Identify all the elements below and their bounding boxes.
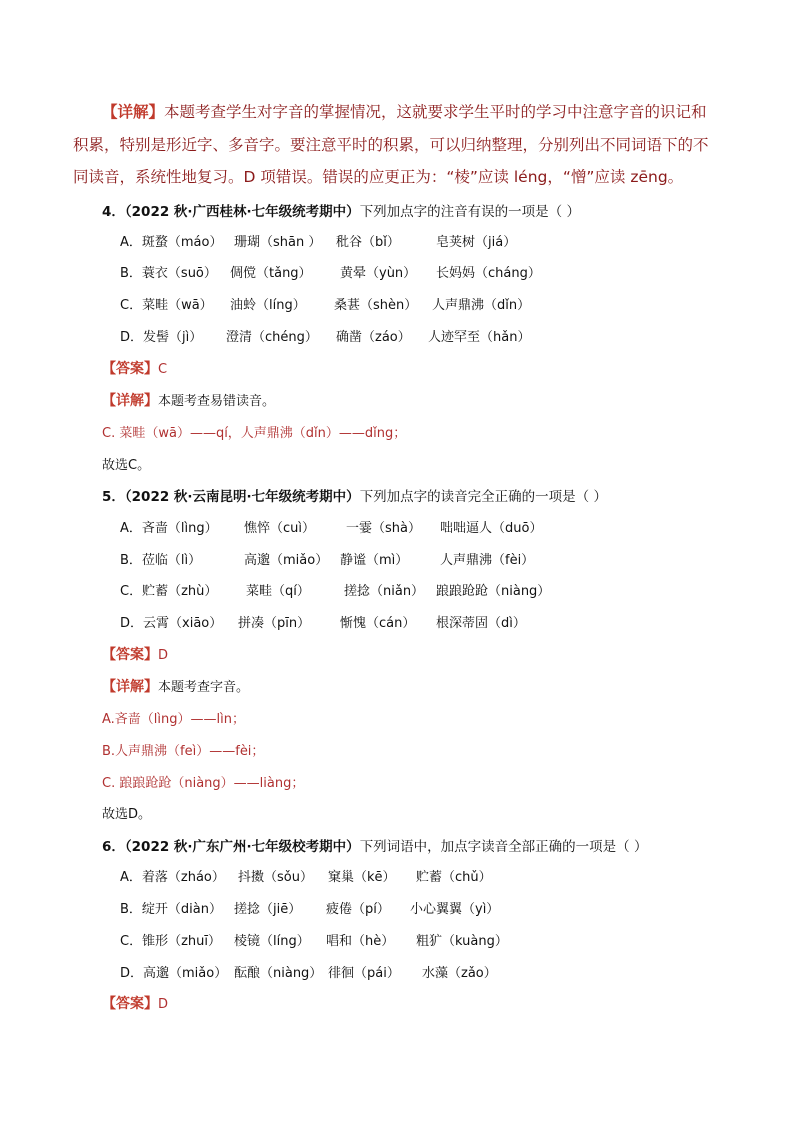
option-6c-3: 唱和（hè） — [326, 934, 395, 949]
conclusion-4: 故选C。 — [102, 458, 151, 473]
option-6c-2: 棱镜（líng） — [234, 934, 310, 949]
option-4a-3: 秕谷（bǐ） — [336, 235, 400, 250]
option-4b-2: 倜傥（tǎng） — [230, 266, 312, 281]
option-6b-4: 小心翼翼（yì） — [410, 902, 500, 917]
option-5a-4: 咄咄逼人（duō） — [440, 521, 543, 536]
option-5b-1: B．莅临（lì） — [120, 553, 202, 568]
option-5a-2: 憔悴（cuì） — [244, 521, 315, 536]
option-4b-4: 长妈妈（cháng） — [436, 266, 541, 281]
detail-tag: 【详解】 — [102, 103, 165, 121]
option-5d-1: D．云霄（xiāo） — [120, 616, 223, 631]
option-4a-4: 皂荚树（jiá） — [436, 235, 517, 250]
option-6a-3: 窠巢（kē） — [328, 870, 396, 885]
detail-line-1-text: 本题考查学生对字音的掌握情况，这就要求学生平时的学习中注意字音的识记和 — [164, 103, 707, 121]
detail-5-line-1: A.吝啬（lìng）——lìn； — [102, 712, 245, 727]
detail-text: 本题考查字音。 — [158, 680, 250, 695]
option-6c-4: 粗犷（kuàng） — [416, 934, 508, 949]
option-6d-2: 酝酿（niàng） — [234, 966, 323, 981]
detail-tag: 【详解】 — [102, 393, 158, 409]
option-5c-4: 踉踉跄跄（niàng） — [436, 584, 551, 599]
question-source: （2022 秋·广东广州·七年级校考期中） — [124, 839, 360, 855]
option-5d-3: 惭愧（cán） — [340, 616, 416, 631]
question-4 — [102, 200, 580, 220]
option-5d-2: 拼凑（pīn） — [238, 616, 311, 631]
answer-value: D — [158, 648, 169, 663]
option-6a-2: 抖擞（sǒu） — [238, 870, 313, 885]
option-4d-3: 确凿（záo） — [336, 330, 411, 345]
question-text: 下列词语中，加点字读音全部正确的一项是（ ） — [359, 839, 648, 855]
option-4b-1: B．蓑衣（suō） — [120, 266, 217, 281]
detail-5-line-3: C. 踉踉跄跄（niàng）——liàng； — [102, 776, 305, 791]
option-4a-2: 珊瑚（shān ） — [234, 235, 322, 250]
detail-4-line-1: C. 菜畦（wā）——qí，人声鼎沸（dǐn）——dǐng； — [102, 426, 407, 441]
option-6c-1: C．锥形（zhuī） — [120, 934, 221, 949]
option-5a-1: A．吝啬（lìng） — [120, 521, 218, 536]
answer-4 — [102, 358, 167, 378]
option-6d-4: 水藻（zǎo） — [422, 966, 497, 981]
question-text: 下列加点字的读音完全正确的一项是（ ） — [359, 489, 607, 505]
option-5c-3: 搓捻（niǎn） — [344, 584, 425, 599]
option-6b-3: 疲倦（pí） — [326, 902, 390, 917]
detail-4 — [102, 390, 275, 410]
question-5 — [102, 485, 607, 505]
conclusion-5: 故选D。 — [102, 807, 152, 822]
answer-value: D — [158, 997, 169, 1012]
option-4c-4: 人声鼎沸（dǐn） — [432, 298, 531, 313]
option-6b-2: 搓捻（jiē） — [234, 902, 302, 917]
option-4c-2: 油蛉（líng） — [230, 298, 306, 313]
answer-6 — [102, 993, 168, 1013]
question-number: 4． — [102, 204, 125, 220]
option-5d-4: 根深蒂固（dì） — [436, 616, 526, 631]
detail-5-line-2: B.人声鼎沸（feì）——fèi； — [102, 744, 265, 759]
option-4a-1: A．斑蝥（máo） — [120, 235, 223, 250]
option-6d-1: D．高邈（miǎo） — [120, 966, 228, 981]
option-4c-3: 桑葚（shèn） — [334, 298, 418, 313]
question-6 — [102, 835, 647, 855]
option-6a-4: 贮蓄（chǔ） — [416, 870, 492, 885]
option-4c-1: C．菜畦（wā） — [120, 298, 213, 313]
question-number: 5． — [102, 489, 125, 505]
option-4d-2: 澄清（chéng） — [226, 330, 318, 345]
question-text: 下列加点字的注音有误的一项是（ ） — [359, 204, 580, 220]
question-number: 6． — [102, 839, 125, 855]
option-4d-4: 人迹罕至（hǎn） — [428, 330, 531, 345]
option-4b-3: 黄晕（yùn） — [340, 266, 417, 281]
detail-paragraph-line-3: 同读音，系统性地复习。D 项错误。错误的应更正为：“棱”应读 léng，“憎”应读 zēng。 — [73, 168, 684, 186]
detail-5 — [102, 676, 249, 696]
option-5c-2: 菜畦（qí） — [246, 584, 310, 599]
option-6a-1: A．着落（zháo） — [120, 870, 225, 885]
option-5c-1: C．贮蓄（zhù） — [120, 584, 218, 599]
option-5b-3: 静谧（mì） — [340, 553, 409, 568]
option-4d-1: D．发髻（jì） — [120, 330, 203, 345]
question-source: （2022 秋·云南昆明·七年级统考期中） — [124, 489, 360, 505]
detail-paragraph-line-1 — [102, 100, 707, 122]
question-source: （2022 秋·广西桂林·七年级统考期中） — [124, 204, 360, 220]
detail-tag: 【详解】 — [102, 679, 158, 695]
detail-text: 本题考查易错读音。 — [158, 394, 276, 409]
detail-paragraph-line-2: 积累，特别是形近字、多音字。要注意平时的积累，可以归纳整理，分别列出不同词语下的不 — [73, 136, 709, 154]
option-5b-4: 人声鼎沸（fèi） — [440, 553, 535, 568]
answer-5 — [102, 644, 168, 664]
option-5b-2: 高邈（miǎo） — [244, 553, 329, 568]
answer-tag: 【答案】 — [102, 361, 158, 377]
answer-tag: 【答案】 — [102, 996, 158, 1012]
answer-tag: 【答案】 — [102, 647, 158, 663]
answer-value: C — [158, 362, 168, 377]
option-6b-1: B．绽开（diàn） — [120, 902, 222, 917]
option-5a-3: 一霎（shà） — [346, 521, 421, 536]
option-6d-3: 徘徊（pái） — [328, 966, 400, 981]
